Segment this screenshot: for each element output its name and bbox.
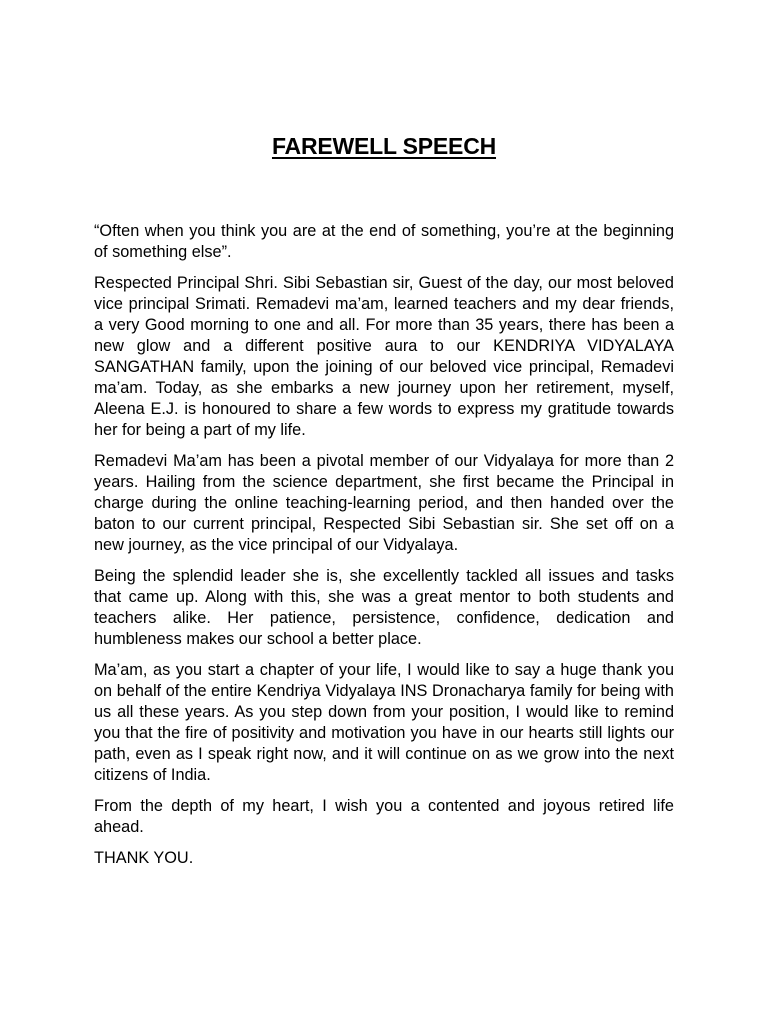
paragraph-greeting: Respected Principal Shri. Sibi Sebastian sir, Guest of the day, our most beloved vice principal Srimati. Remadevi ma’am, learned teachers and my dear friends, a very Good morning to one and all. For more than 35 years, there has been a new glow and a different positive aura to our KENDRIYA VIDYALAYA SANGATHAN family, upon the joining of our beloved vice principal, Remadevi ma’am. Today, as she embarks a new journey upon her retirement, myself, Aleena E.J. is honoured to share a few words to express my gratitude towards her for being a part of my life. xyxy=(94,274,674,439)
paragraph-quote: “Often when you think you are at the end of something, you’re at the beginning of something else”. xyxy=(94,222,674,261)
paragraph-leadership: Being the splendid leader she is, she excellently tackled all issues and tasks that came up. Along with this, she was a great mentor to both students and teachers alike. Her patience, persistence, confidence, dedication and humbleness makes our school a better place. xyxy=(94,567,674,648)
paragraph-career: Remadevi Ma’am has been a pivotal member of our Vidyalaya for more than 2 years. Hailing from the science department, she first became the Principal in charge during the online teaching-learning period, and then handed over the baton to our current principal, Respected Sibi Sebastian sir. She set off on a new journey, as the vice principal of our Vidyalaya. xyxy=(94,452,674,554)
paragraph-thanks: Ma’am, as you start a chapter of your life, I would like to say a huge thank you on behalf of the entire Kendriya Vidyalaya INS Dronacharya family for being with us all these years. As you step down from your position, I would like to remind you that the fire of positivity and motivation you have in our hearts still lights our path, even as I speak right now, and it will continue on as we grow into the next citizens of India. xyxy=(94,661,674,784)
paragraph-wishes: From the depth of my heart, I wish you a contented and joyous retired life ahead. xyxy=(94,797,674,836)
document-title-text: FAREWELL SPEECH xyxy=(271,133,497,159)
document-body xyxy=(94,221,674,879)
document-title xyxy=(0,130,768,162)
paragraph-closing: THANK YOU. xyxy=(94,849,194,867)
